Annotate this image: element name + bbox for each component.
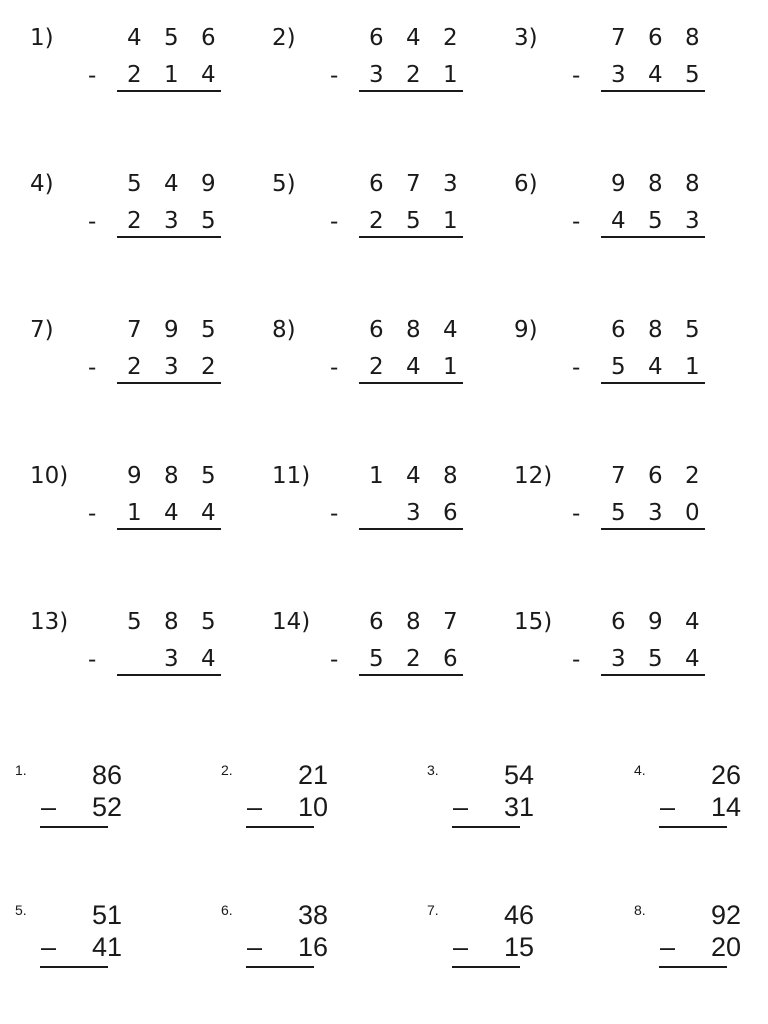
subtrahend-digit: 2 xyxy=(369,208,384,234)
problem-b-2 xyxy=(221,740,411,860)
problem-number: 1. xyxy=(15,762,27,778)
answer-line xyxy=(601,528,705,530)
minuend-digit: 4 xyxy=(127,25,142,51)
problem-number: 11) xyxy=(272,463,311,489)
minuend: 38 xyxy=(297,900,328,930)
problem-b-1 xyxy=(15,740,205,860)
minuend-digit: 9 xyxy=(611,171,626,197)
subtrahend-digit: 3 xyxy=(648,500,663,526)
problem-b-7 xyxy=(427,880,617,1000)
subtrahend: 52 xyxy=(91,792,122,822)
answer-line xyxy=(117,90,221,92)
problem-a-5 xyxy=(272,146,502,236)
problem-a-7 xyxy=(30,292,260,382)
minuend-digit: 4 xyxy=(406,25,421,51)
subtrahend: 16 xyxy=(297,932,328,962)
subtrahend-digit: 1 xyxy=(443,208,458,234)
minuend-digit: 7 xyxy=(127,317,142,343)
subtrahend: 41 xyxy=(91,932,122,962)
subtrahend xyxy=(369,207,480,235)
minus-sign: – xyxy=(660,932,676,962)
subtrahend-digit: 2 xyxy=(406,62,421,88)
subtrahend-digit: 4 xyxy=(611,208,626,234)
problem-a-6 xyxy=(514,146,744,236)
subtrahend-digit: 6 xyxy=(443,500,458,526)
subtrahend-digit: 5 xyxy=(406,208,421,234)
problem-number: 5) xyxy=(272,171,296,197)
minuend-digit: 5 xyxy=(127,171,142,197)
minuend-digit: 5 xyxy=(164,25,179,51)
minuend-digit: 4 xyxy=(406,463,421,489)
subtrahend-digit: 1 xyxy=(443,354,458,380)
minuend-digit: 5 xyxy=(201,317,216,343)
minuend xyxy=(369,170,480,198)
problem-number: 15) xyxy=(514,609,553,635)
subtrahend xyxy=(127,207,238,235)
subtrahend-digit: 3 xyxy=(611,646,626,672)
minuend xyxy=(127,462,238,490)
subtrahend-digit: 5 xyxy=(685,62,700,88)
minuend-digit: 4 xyxy=(443,317,458,343)
subtrahend xyxy=(369,645,480,673)
minuend xyxy=(369,608,480,636)
minus-sign: - xyxy=(330,501,339,527)
minuend xyxy=(127,170,238,198)
answer-line xyxy=(601,674,705,676)
problem-number: 6) xyxy=(514,171,538,197)
minuend-digit: 6 xyxy=(369,171,384,197)
minus-sign: – xyxy=(41,932,57,962)
subtrahend-digit: 2 xyxy=(369,354,384,380)
subtrahend-digit: 4 xyxy=(406,354,421,380)
subtrahend xyxy=(611,353,722,381)
minuend-digit: 6 xyxy=(369,25,384,51)
answer-line xyxy=(601,382,705,384)
minuend-digit: 6 xyxy=(369,609,384,635)
minuend-digit: 8 xyxy=(685,25,700,51)
subtrahend-digit: 2 xyxy=(127,208,142,234)
answer-line xyxy=(659,966,727,968)
problem-a-4 xyxy=(30,146,260,236)
minuend-digit: 6 xyxy=(648,25,663,51)
problem-a-3 xyxy=(514,0,744,90)
problem-a-15 xyxy=(514,584,744,674)
minus-sign: – xyxy=(41,792,57,822)
subtrahend xyxy=(127,61,238,89)
minus-sign: - xyxy=(88,209,97,235)
subtrahend-digit: 3 xyxy=(406,500,421,526)
minuend xyxy=(611,170,722,198)
subtrahend-digit: 5 xyxy=(611,500,626,526)
minuend-digit: 9 xyxy=(201,171,216,197)
problem-b-3 xyxy=(427,740,617,860)
minuend xyxy=(127,316,238,344)
minuend xyxy=(369,462,480,490)
subtrahend-digit: 5 xyxy=(369,646,384,672)
answer-line xyxy=(117,382,221,384)
minuend xyxy=(369,24,480,52)
answer-line xyxy=(659,826,727,828)
problem-number: 2) xyxy=(272,25,296,51)
minuend-digit: 8 xyxy=(648,171,663,197)
minuend: 21 xyxy=(297,760,328,790)
minus-sign: – xyxy=(660,792,676,822)
problem-number: 4. xyxy=(634,762,646,778)
minuend-digit: 6 xyxy=(611,317,626,343)
problem-number: 6. xyxy=(221,902,233,918)
answer-line xyxy=(359,382,463,384)
problem-number: 3) xyxy=(514,25,538,51)
subtrahend-digit: 4 xyxy=(201,646,216,672)
problem-a-13 xyxy=(30,584,260,674)
problem-a-14 xyxy=(272,584,502,674)
subtrahend-digit: 5 xyxy=(648,646,663,672)
problem-number: 9) xyxy=(514,317,538,343)
minuend-digit: 7 xyxy=(611,463,626,489)
subtrahend-digit: 4 xyxy=(648,354,663,380)
problem-a-12 xyxy=(514,438,744,528)
minus-sign: - xyxy=(572,355,581,381)
subtrahend xyxy=(369,61,480,89)
minuend xyxy=(127,608,238,636)
minuend: 54 xyxy=(503,760,534,790)
minuend-digit: 7 xyxy=(443,609,458,635)
problem-number: 7. xyxy=(427,902,439,918)
answer-line xyxy=(40,826,108,828)
problem-number: 14) xyxy=(272,609,311,635)
minuend xyxy=(611,316,722,344)
subtrahend-digit: 2 xyxy=(201,354,216,380)
minuend-digit: 6 xyxy=(611,609,626,635)
subtrahend xyxy=(611,207,722,235)
problem-b-8 xyxy=(634,880,768,1000)
subtrahend-digit: 5 xyxy=(611,354,626,380)
subtrahend-digit: 3 xyxy=(611,62,626,88)
answer-line xyxy=(452,966,520,968)
subtrahend-digit: 3 xyxy=(685,208,700,234)
answer-line xyxy=(117,236,221,238)
problem-b-6 xyxy=(221,880,411,1000)
minus-sign: - xyxy=(330,647,339,673)
minuend-digit: 7 xyxy=(611,25,626,51)
problem-number: 1) xyxy=(30,25,54,51)
minuend: 51 xyxy=(91,900,122,930)
minuend-digit: 8 xyxy=(648,317,663,343)
minuend-digit: 5 xyxy=(127,609,142,635)
subtrahend-digit: 3 xyxy=(369,62,384,88)
subtrahend-digit: 2 xyxy=(406,646,421,672)
problem-number: 10) xyxy=(30,463,69,489)
minus-sign: - xyxy=(88,355,97,381)
answer-line xyxy=(359,528,463,530)
minus-sign: - xyxy=(88,647,97,673)
answer-line xyxy=(452,826,520,828)
answer-line xyxy=(246,826,314,828)
minus-sign: - xyxy=(572,501,581,527)
minuend xyxy=(611,462,722,490)
minuend-digit: 2 xyxy=(443,25,458,51)
subtrahend-digit: 1 xyxy=(164,62,179,88)
minuend-digit: 9 xyxy=(127,463,142,489)
problem-a-11 xyxy=(272,438,502,528)
problem-number: 3. xyxy=(427,762,439,778)
subtrahend-digit: 5 xyxy=(201,208,216,234)
subtrahend: 20 xyxy=(710,932,741,962)
problem-a-8 xyxy=(272,292,502,382)
problem-a-2 xyxy=(272,0,502,90)
subtrahend-digit: 4 xyxy=(685,646,700,672)
two-digit-subtraction-set xyxy=(0,740,768,1024)
subtrahend-digit: 1 xyxy=(443,62,458,88)
minus-sign: - xyxy=(330,209,339,235)
subtrahend-digit: 4 xyxy=(201,500,216,526)
minuend: 26 xyxy=(710,760,741,790)
minus-sign: – xyxy=(453,932,469,962)
minuend-digit: 9 xyxy=(164,317,179,343)
subtrahend-digit: 1 xyxy=(685,354,700,380)
minus-sign: - xyxy=(330,63,339,89)
minuend: 46 xyxy=(503,900,534,930)
subtrahend xyxy=(127,645,238,673)
problem-number: 7) xyxy=(30,317,54,343)
minuend-digit: 4 xyxy=(164,171,179,197)
subtrahend-digit: 3 xyxy=(164,208,179,234)
answer-line xyxy=(359,674,463,676)
minuend-digit: 8 xyxy=(685,171,700,197)
problem-number: 5. xyxy=(15,902,27,918)
subtrahend-digit: 4 xyxy=(648,62,663,88)
minuend-digit: 8 xyxy=(164,463,179,489)
minuend-digit: 5 xyxy=(201,463,216,489)
problem-b-5 xyxy=(15,880,205,1000)
subtrahend-digit: 3 xyxy=(164,354,179,380)
subtrahend: 14 xyxy=(710,792,741,822)
answer-line xyxy=(601,236,705,238)
subtrahend xyxy=(611,645,722,673)
answer-line xyxy=(40,966,108,968)
subtrahend-digit: 3 xyxy=(164,646,179,672)
minuend-digit: 7 xyxy=(406,171,421,197)
minuend-digit: 8 xyxy=(164,609,179,635)
answer-line xyxy=(246,966,314,968)
problem-a-1 xyxy=(30,0,260,90)
subtrahend-digit: 6 xyxy=(443,646,458,672)
minuend-digit: 5 xyxy=(201,609,216,635)
minus-sign: - xyxy=(572,63,581,89)
subtrahend xyxy=(611,499,722,527)
minuend-digit: 9 xyxy=(648,609,663,635)
answer-line xyxy=(359,90,463,92)
answer-line xyxy=(601,90,705,92)
problem-number: 8. xyxy=(634,902,646,918)
problem-a-10 xyxy=(30,438,260,528)
minuend: 86 xyxy=(91,760,122,790)
subtrahend xyxy=(127,353,238,381)
problem-number: 2. xyxy=(221,762,233,778)
subtrahend: 31 xyxy=(503,792,534,822)
answer-line xyxy=(117,674,221,676)
subtrahend xyxy=(127,499,238,527)
subtrahend-digit: 1 xyxy=(127,500,142,526)
minuend-digit: 5 xyxy=(685,317,700,343)
subtrahend-digit: 4 xyxy=(201,62,216,88)
minuend xyxy=(611,608,722,636)
minus-sign: – xyxy=(453,792,469,822)
minus-sign: - xyxy=(572,647,581,673)
subtrahend: 15 xyxy=(503,932,534,962)
subtrahend-digit: 2 xyxy=(127,62,142,88)
minuend-digit: 4 xyxy=(685,609,700,635)
problem-a-9 xyxy=(514,292,744,382)
subtrahend-digit: 2 xyxy=(127,354,142,380)
minuend xyxy=(369,316,480,344)
minuend: 92 xyxy=(710,900,741,930)
minus-sign: - xyxy=(330,355,339,381)
minus-sign: - xyxy=(88,501,97,527)
minuend-digit: 8 xyxy=(406,317,421,343)
minus-sign: - xyxy=(572,209,581,235)
minuend-digit: 6 xyxy=(648,463,663,489)
minuend-digit: 3 xyxy=(443,171,458,197)
subtrahend-digit: 5 xyxy=(648,208,663,234)
minuend-digit: 1 xyxy=(369,463,384,489)
problem-number: 12) xyxy=(514,463,553,489)
problem-number: 8) xyxy=(272,317,296,343)
subtrahend xyxy=(611,61,722,89)
minuend-digit: 6 xyxy=(369,317,384,343)
minuend-digit: 2 xyxy=(685,463,700,489)
minuend xyxy=(611,24,722,52)
minuend-digit: 6 xyxy=(201,25,216,51)
problem-number: 13) xyxy=(30,609,69,635)
subtrahend xyxy=(369,353,480,381)
minus-sign: - xyxy=(88,63,97,89)
problem-number: 4) xyxy=(30,171,54,197)
subtrahend-digit: 4 xyxy=(164,500,179,526)
minuend-digit: 8 xyxy=(443,463,458,489)
answer-line xyxy=(117,528,221,530)
subtrahend-digit: 0 xyxy=(685,500,700,526)
answer-line xyxy=(359,236,463,238)
problem-b-4 xyxy=(634,740,768,860)
minus-sign: – xyxy=(247,792,263,822)
minus-sign: – xyxy=(247,932,263,962)
subtrahend xyxy=(369,499,480,527)
minuend xyxy=(127,24,238,52)
minuend-digit: 8 xyxy=(406,609,421,635)
subtrahend: 10 xyxy=(297,792,328,822)
